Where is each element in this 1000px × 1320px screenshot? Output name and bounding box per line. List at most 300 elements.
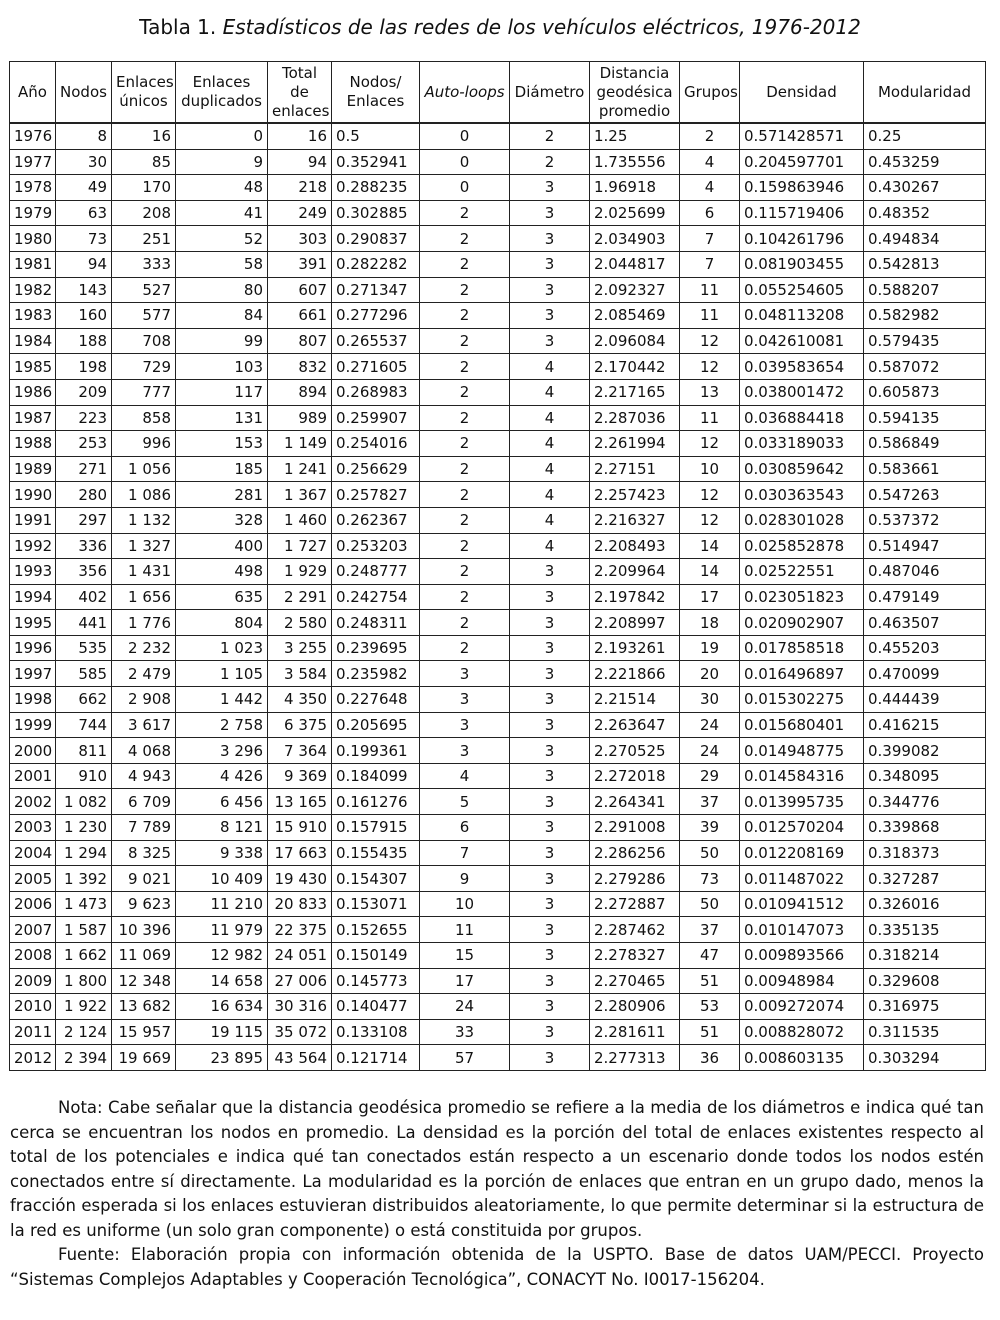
table-cell: 0.453259 [864, 149, 986, 175]
table-cell: 328 [176, 507, 268, 533]
table-cell: 0.514947 [864, 533, 986, 559]
table-cell: 2.277313 [590, 1045, 680, 1071]
table-cell: 336 [56, 533, 112, 559]
table-cell: 53 [680, 994, 740, 1020]
table-cell: 16 [112, 123, 176, 149]
column-header: Grupos [680, 62, 740, 124]
table-cell: 0.028301028 [740, 507, 864, 533]
table-row [10, 303, 986, 329]
table-cell: 2001 [10, 763, 56, 789]
table-cell: 3 [510, 1019, 590, 1045]
table-cell: 0.239695 [332, 635, 420, 661]
table-cell: 0.587072 [864, 354, 986, 380]
table-row [10, 456, 986, 482]
table-cell: 0.277296 [332, 303, 420, 329]
table-cell: 10 [420, 891, 510, 917]
table-cell: 0.318373 [864, 840, 986, 866]
table-cell: 1 727 [268, 533, 332, 559]
table-cell: 0.344776 [864, 789, 986, 815]
table-cell: 37 [680, 917, 740, 943]
table-cell: 0.011487022 [740, 866, 864, 892]
table-row [10, 1019, 986, 1045]
table-cell: 249 [268, 200, 332, 226]
table-cell: 23 895 [176, 1045, 268, 1071]
table-row [10, 866, 986, 892]
table-cell: 3 [510, 610, 590, 636]
table-cell: 996 [112, 431, 176, 457]
table-cell: 251 [112, 226, 176, 252]
table-cell: 17 [680, 584, 740, 610]
table-cell: 43 564 [268, 1045, 332, 1071]
table-cell: 14 [680, 559, 740, 585]
table-header [10, 62, 986, 124]
table-cell: 0.235982 [332, 661, 420, 687]
table-cell: 218 [268, 175, 332, 201]
source-conacyt: CONACYT [526, 1269, 606, 1289]
table-cell: 1982 [10, 277, 56, 303]
table-cell: 2 580 [268, 610, 332, 636]
table-cell: 3 [510, 712, 590, 738]
table-cell: 3 [510, 661, 590, 687]
table-cell: 73 [680, 866, 740, 892]
table-cell: 170 [112, 175, 176, 201]
table-cell: 2003 [10, 815, 56, 841]
table-cell: 3 [510, 175, 590, 201]
table-cell: 2 [420, 584, 510, 610]
table-cell: 12 [680, 328, 740, 354]
table-cell: 1.25 [590, 123, 680, 149]
table-cell: 8 121 [176, 815, 268, 841]
table-cell: 1 922 [56, 994, 112, 1020]
table-cell: 0.352941 [332, 149, 420, 175]
table-cell: 2 [510, 123, 590, 149]
table-cell: 1984 [10, 328, 56, 354]
table-cell: 12 982 [176, 943, 268, 969]
table-cell: 0.012208169 [740, 840, 864, 866]
table-cell: 3 [510, 251, 590, 277]
table-cell: 0.145773 [332, 968, 420, 994]
table-cell: 17 663 [268, 840, 332, 866]
table-cell: 8 [56, 123, 112, 149]
table-cell: 3 [510, 303, 590, 329]
table-cell: 0.016496897 [740, 661, 864, 687]
source-project-number: 0017-156204. [648, 1269, 765, 1289]
table-cell: 402 [56, 584, 112, 610]
table-row [10, 968, 986, 994]
table-cell: 14 [680, 533, 740, 559]
table-cell: 2.286256 [590, 840, 680, 866]
source-text: No. [605, 1269, 644, 1289]
table-row [10, 815, 986, 841]
table-cell: 0.121714 [332, 1045, 420, 1071]
table-row [10, 200, 986, 226]
table-cell: 2007 [10, 917, 56, 943]
table-cell: 0.463507 [864, 610, 986, 636]
column-header: Distancia geodésica promedio [590, 62, 680, 124]
table-cell: 2.209964 [590, 559, 680, 585]
table-cell: 18 [680, 610, 740, 636]
table-cell: 0.254016 [332, 431, 420, 457]
table-cell: 2.272887 [590, 891, 680, 917]
table-cell: 0.152655 [332, 917, 420, 943]
table-cell: 4 [680, 149, 740, 175]
table-cell: 11 069 [112, 943, 176, 969]
table-cell: 6 709 [112, 789, 176, 815]
table-cell: 2 [420, 251, 510, 277]
table-cell: 188 [56, 328, 112, 354]
table-row [10, 277, 986, 303]
column-header: Diámetro [510, 62, 590, 124]
table-cell: 7 789 [112, 815, 176, 841]
table-cell: 12 348 [112, 968, 176, 994]
table-cell: 804 [176, 610, 268, 636]
table-cell: 2.216327 [590, 507, 680, 533]
table-cell: 0.470099 [864, 661, 986, 687]
table-row [10, 431, 986, 457]
table-cell: 0.5 [332, 123, 420, 149]
table-cell: 24 [420, 994, 510, 1020]
table-cell: 19 669 [112, 1045, 176, 1071]
table-cell: 0.348095 [864, 763, 986, 789]
table-cell: 208 [112, 200, 176, 226]
table-cell: 9 338 [176, 840, 268, 866]
table-cell: 281 [176, 482, 268, 508]
table-cell: 333 [112, 251, 176, 277]
table-cell: 2 [420, 456, 510, 482]
table-cell: 1992 [10, 533, 56, 559]
table-cell: 73 [56, 226, 112, 252]
table-cell: 13 165 [268, 789, 332, 815]
table-cell: 85 [112, 149, 176, 175]
table-row [10, 661, 986, 687]
table-cell: 1993 [10, 559, 56, 585]
table-cell: 209 [56, 379, 112, 405]
table-cell: 2 [420, 328, 510, 354]
column-header: Enlaces duplicados [176, 62, 268, 124]
table-cell: 8 325 [112, 840, 176, 866]
table-cell: 160 [56, 303, 112, 329]
table-cell: 0.008828072 [740, 1019, 864, 1045]
table-cell: 50 [680, 840, 740, 866]
table-cell: 0.494834 [864, 226, 986, 252]
table-cell: 635 [176, 584, 268, 610]
table-cell: 13 [680, 379, 740, 405]
table-cell: 0.302885 [332, 200, 420, 226]
table-cell: 10 396 [112, 917, 176, 943]
table-cell: 0.153071 [332, 891, 420, 917]
table-cell: 1976 [10, 123, 56, 149]
column-header: Auto-loops [420, 62, 510, 124]
table-cell: 11 [680, 277, 740, 303]
table-cell: 0.444439 [864, 687, 986, 713]
table-cell: 1 082 [56, 789, 112, 815]
table-cell: 0.133108 [332, 1019, 420, 1045]
table-row [10, 482, 986, 508]
table-cell: 2.217165 [590, 379, 680, 405]
table-cell: 535 [56, 635, 112, 661]
table-cell: 2002 [10, 789, 56, 815]
table-cell: 2004 [10, 840, 56, 866]
table-cell: 2.221866 [590, 661, 680, 687]
table-cell: 2.287036 [590, 405, 680, 431]
table-cell: 4 [510, 405, 590, 431]
table-cell: 0.025852878 [740, 533, 864, 559]
table-cell: 0.036884418 [740, 405, 864, 431]
table-cell: 22 375 [268, 917, 332, 943]
table-cell: 1977 [10, 149, 56, 175]
table-cell: 498 [176, 559, 268, 585]
source-text: . Proyecto “Sistemas Complejos Adaptables y Cooperación Tecnológica”, [10, 1245, 985, 1289]
table-cell: 4 [510, 431, 590, 457]
table-cell: 12 [680, 354, 740, 380]
table-cell: 280 [56, 482, 112, 508]
table-cell: 2 291 [268, 584, 332, 610]
table-cell: 0.012570204 [740, 815, 864, 841]
table-cell: 0.042610081 [740, 328, 864, 354]
table-cell: 94 [268, 149, 332, 175]
table-cell: 2 [420, 533, 510, 559]
table-cell: 37 [680, 789, 740, 815]
table-cell: 0.00948984 [740, 968, 864, 994]
table-cell: 7 [680, 226, 740, 252]
table-cell: 0.318214 [864, 943, 986, 969]
table-cell: 9 021 [112, 866, 176, 892]
table-cell: 2.197842 [590, 584, 680, 610]
table-cell: 4 943 [112, 763, 176, 789]
table-cell: 527 [112, 277, 176, 303]
table-cell: 2 [420, 507, 510, 533]
table-cell: 84 [176, 303, 268, 329]
table-cell: 2.264341 [590, 789, 680, 815]
table-cell: 1 105 [176, 661, 268, 687]
table-cell: 0.015302275 [740, 687, 864, 713]
table-cell: 0.48352 [864, 200, 986, 226]
table-cell: 1 392 [56, 866, 112, 892]
table-cell: 585 [56, 661, 112, 687]
table-cell: 0.329608 [864, 968, 986, 994]
table-cell: 0.013995735 [740, 789, 864, 815]
table-cell: 0.199361 [332, 738, 420, 764]
table-cell: 1 473 [56, 891, 112, 917]
table-cell: 48 [176, 175, 268, 201]
table-cell: 0 [176, 123, 268, 149]
table-cell: 0.017858518 [740, 635, 864, 661]
table-body [10, 123, 986, 1070]
table-cell: 0.030363543 [740, 482, 864, 508]
table-title [0, 12, 1000, 42]
table-cell: 2 124 [56, 1019, 112, 1045]
table-cell: 0.537372 [864, 507, 986, 533]
table-cell: 2.287462 [590, 917, 680, 943]
table-cell: 19 115 [176, 1019, 268, 1045]
table-cell: 1 776 [112, 610, 176, 636]
table-cell: 0.009893566 [740, 943, 864, 969]
table-number: Tabla 1. [139, 15, 223, 39]
table-cell: 1 132 [112, 507, 176, 533]
table-cell: 0.547263 [864, 482, 986, 508]
table-cell: 0.008603135 [740, 1045, 864, 1071]
table-cell: 777 [112, 379, 176, 405]
table-cell: 3 [510, 840, 590, 866]
table-cell: 4 [420, 763, 510, 789]
table-cell: 0.154307 [332, 866, 420, 892]
table-row [10, 840, 986, 866]
table-cell: 2 [420, 379, 510, 405]
table-row [10, 379, 986, 405]
table-cell: 24 051 [268, 943, 332, 969]
table-cell: 0.487046 [864, 559, 986, 585]
table-cell: 1981 [10, 251, 56, 277]
table-cell: 5 [420, 789, 510, 815]
table-cell: 2.270465 [590, 968, 680, 994]
table-cell: 811 [56, 738, 112, 764]
table-cell: 0.582982 [864, 303, 986, 329]
table-cell: 1 656 [112, 584, 176, 610]
table-cell: 6 375 [268, 712, 332, 738]
table-cell: 153 [176, 431, 268, 457]
table-cell: 1991 [10, 507, 56, 533]
table-cell: 16 634 [176, 994, 268, 1020]
table-cell: 2008 [10, 943, 56, 969]
table-cell: 0.605873 [864, 379, 986, 405]
table-cell: 2.291008 [590, 815, 680, 841]
table-cell: 39 [680, 815, 740, 841]
table-cell: 9 623 [112, 891, 176, 917]
table-cell: 2 908 [112, 687, 176, 713]
table-cell: 1 587 [56, 917, 112, 943]
table-cell: 0 [420, 175, 510, 201]
table-cell: 0.583661 [864, 456, 986, 482]
table-cell: 0.586849 [864, 431, 986, 457]
table-cell: 2.257423 [590, 482, 680, 508]
table-cell: 2011 [10, 1019, 56, 1045]
table-cell: 4 068 [112, 738, 176, 764]
table-cell: 2.085469 [590, 303, 680, 329]
table-cell: 3 617 [112, 712, 176, 738]
table-cell: 0.184099 [332, 763, 420, 789]
table-cell: 0.288235 [332, 175, 420, 201]
table-cell: 223 [56, 405, 112, 431]
table-cell: 3 [510, 815, 590, 841]
table-cell: 2.263647 [590, 712, 680, 738]
source-text: Fuente: Elaboración propia con información obtenida de la [58, 1245, 593, 1264]
table-cell: 0.571428571 [740, 123, 864, 149]
table-cell: 3 [420, 712, 510, 738]
column-header: Densidad [740, 62, 864, 124]
table-row [10, 533, 986, 559]
table-cell: 41 [176, 200, 268, 226]
column-header: Enlaces únicos [112, 62, 176, 124]
table-cell: 12 [680, 482, 740, 508]
table-cell: 3 584 [268, 661, 332, 687]
table-cell: 27 006 [268, 968, 332, 994]
table-cell: 297 [56, 507, 112, 533]
column-header: Total de enlaces [268, 62, 332, 124]
table-cell: 3 [510, 891, 590, 917]
table-cell: 11 [420, 917, 510, 943]
table-row [10, 943, 986, 969]
table-cell: 0.268983 [332, 379, 420, 405]
table-cell: 1999 [10, 712, 56, 738]
table-cell: 15 [420, 943, 510, 969]
table-cell: 1980 [10, 226, 56, 252]
table-cell: 30 316 [268, 994, 332, 1020]
table-cell: 58 [176, 251, 268, 277]
notes-section [10, 1096, 984, 1292]
table-cell: 253 [56, 431, 112, 457]
table-cell: 3 [510, 635, 590, 661]
table-cell: 1988 [10, 431, 56, 457]
table-cell: 744 [56, 712, 112, 738]
table-row [10, 738, 986, 764]
table-cell: 1994 [10, 584, 56, 610]
table-row [10, 1045, 986, 1071]
table-cell: 0.253203 [332, 533, 420, 559]
table-cell: 4 [510, 533, 590, 559]
table-cell: 2 [420, 610, 510, 636]
table-cell: 1998 [10, 687, 56, 713]
table-cell: 0.248777 [332, 559, 420, 585]
table-cell: 0.055254605 [740, 277, 864, 303]
table-cell: 1 929 [268, 559, 332, 585]
table-cell: 63 [56, 200, 112, 226]
table-cell: 2.096084 [590, 328, 680, 354]
table-cell: 3 296 [176, 738, 268, 764]
table-cell: 0.248311 [332, 610, 420, 636]
table-cell: 441 [56, 610, 112, 636]
table-cell: 7 [680, 251, 740, 277]
table-cell: 1983 [10, 303, 56, 329]
table-cell: 3 [510, 226, 590, 252]
table-cell: 2 [420, 635, 510, 661]
table-cell: 0.416215 [864, 712, 986, 738]
column-header: Año [10, 62, 56, 124]
table-cell: 0.023051823 [740, 584, 864, 610]
table-cell: 4 [680, 175, 740, 201]
table-cell: 2 [420, 354, 510, 380]
table-cell: 2 [420, 277, 510, 303]
source-uam: UAM/PECCI [804, 1245, 896, 1264]
table-cell: 1987 [10, 405, 56, 431]
column-header: Nodos [56, 62, 112, 124]
table-cell: 11 [680, 405, 740, 431]
table-row [10, 251, 986, 277]
table-cell: 303 [268, 226, 332, 252]
table-cell: 24 [680, 738, 740, 764]
table-cell: 1997 [10, 661, 56, 687]
table-cell: 0.048113208 [740, 303, 864, 329]
table-cell: 2.280906 [590, 994, 680, 1020]
table-cell: 47 [680, 943, 740, 969]
table-cell: 4 [510, 354, 590, 380]
table-cell: 0.014584316 [740, 763, 864, 789]
table-cell: 0.257827 [332, 482, 420, 508]
table-cell: 1.96918 [590, 175, 680, 201]
table-cell: 0.038001472 [740, 379, 864, 405]
table-cell: 15 957 [112, 1019, 176, 1045]
table-cell: 3 [510, 866, 590, 892]
table-cell: 19 430 [268, 866, 332, 892]
table-row [10, 226, 986, 252]
table-cell: 0.115719406 [740, 200, 864, 226]
table-cell: 2.261994 [590, 431, 680, 457]
table-cell: 143 [56, 277, 112, 303]
header-row [10, 62, 986, 124]
table-cell: 0.594135 [864, 405, 986, 431]
table-cell: 1 056 [112, 456, 176, 482]
table-cell: 1979 [10, 200, 56, 226]
table-cell: 1 431 [112, 559, 176, 585]
